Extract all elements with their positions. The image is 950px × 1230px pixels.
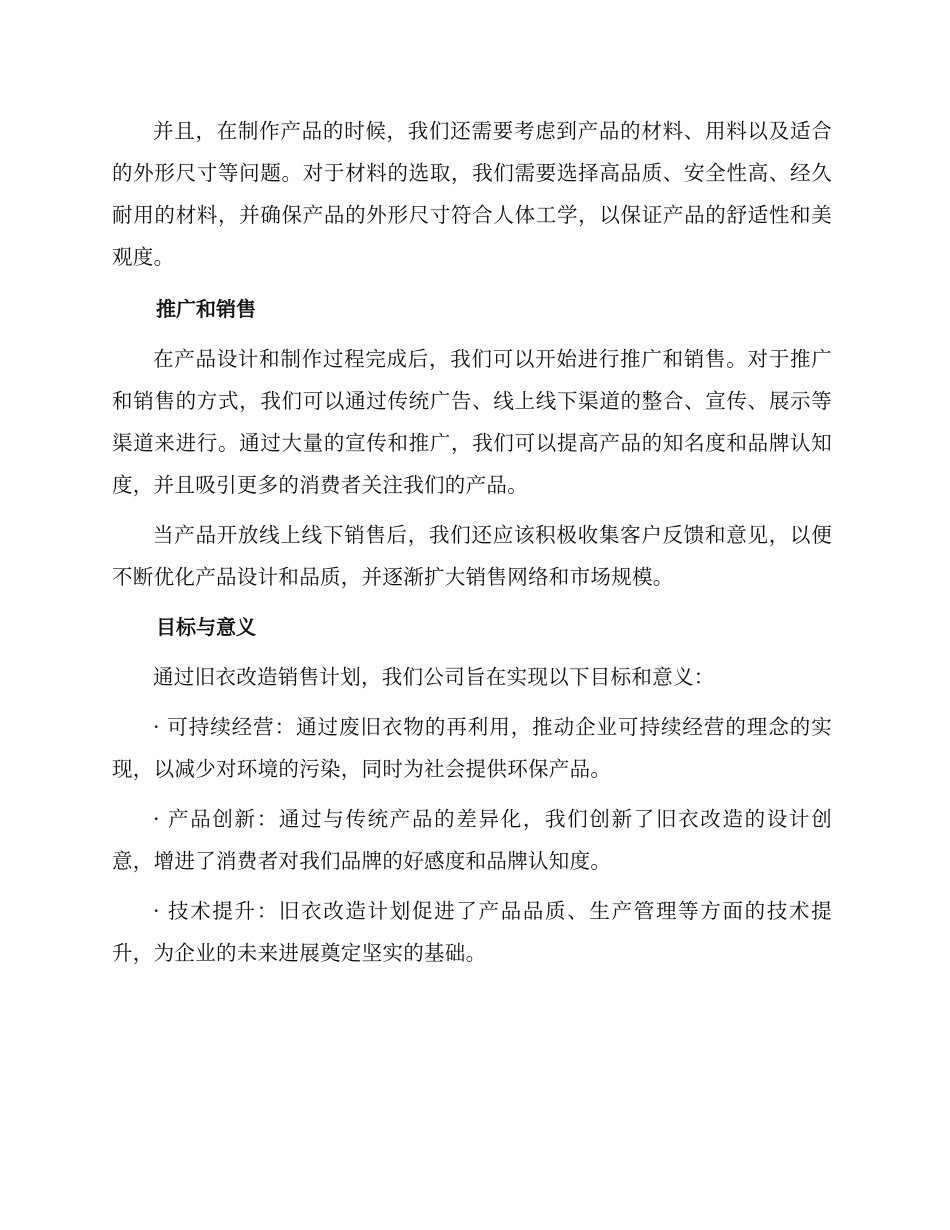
bullet-innovation: · 产品创新：通过与传统产品的差异化，我们创新了旧衣改造的设计创意，增进了消费者对我们品牌的好感度和品牌认知度。 [112, 807, 832, 873]
bullet-sustainable: · 可持续经营：通过废旧衣物的再利用，推动企业可持续经营的理念的实现，以减少对环境的污染，同时为社会提供环保产品。 [112, 715, 832, 781]
paragraph-goals-intro: 通过旧衣改造销售计划，我们公司旨在实现以下目标和意义： [153, 665, 715, 689]
heading-promotion: 推广和销售 [156, 297, 256, 321]
paragraph-materials: 并且，在制作产品的时候，我们还需要考虑到产品的材料、用料以及适合的外形尺寸等问题。对于材料的选取，我们需要选择高品质、安全性高、经久耐用的材料，并确保产品的外形尺寸符合人体工学，以保证产品的舒适性和美观度。 [112, 119, 832, 269]
heading-goals: 目标与意义 [156, 615, 256, 639]
bullet-technology: · 技术提升：旧衣改造计划促进了产品品质、生产管理等方面的技术提升，为企业的未来进展奠定坚实的基础。 [112, 899, 832, 965]
paragraph-promotion-2: 当产品开放线上线下销售后，我们还应该积极收集客户反馈和意见，以便不断优化产品设计和品质，并逐渐扩大销售网络和市场规模。 [112, 523, 832, 589]
paragraph-promotion-1: 在产品设计和制作过程完成后，我们可以开始进行推广和销售。对于推广和销售的方式，我们可以通过传统广告、线上线下渠道的整合、宣传、展示等渠道来进行。通过大量的宣传和推广，我们可以提高产品的知名度和品牌认知度，并且吸引更多的消费者关注我们的产品。 [112, 347, 832, 497]
